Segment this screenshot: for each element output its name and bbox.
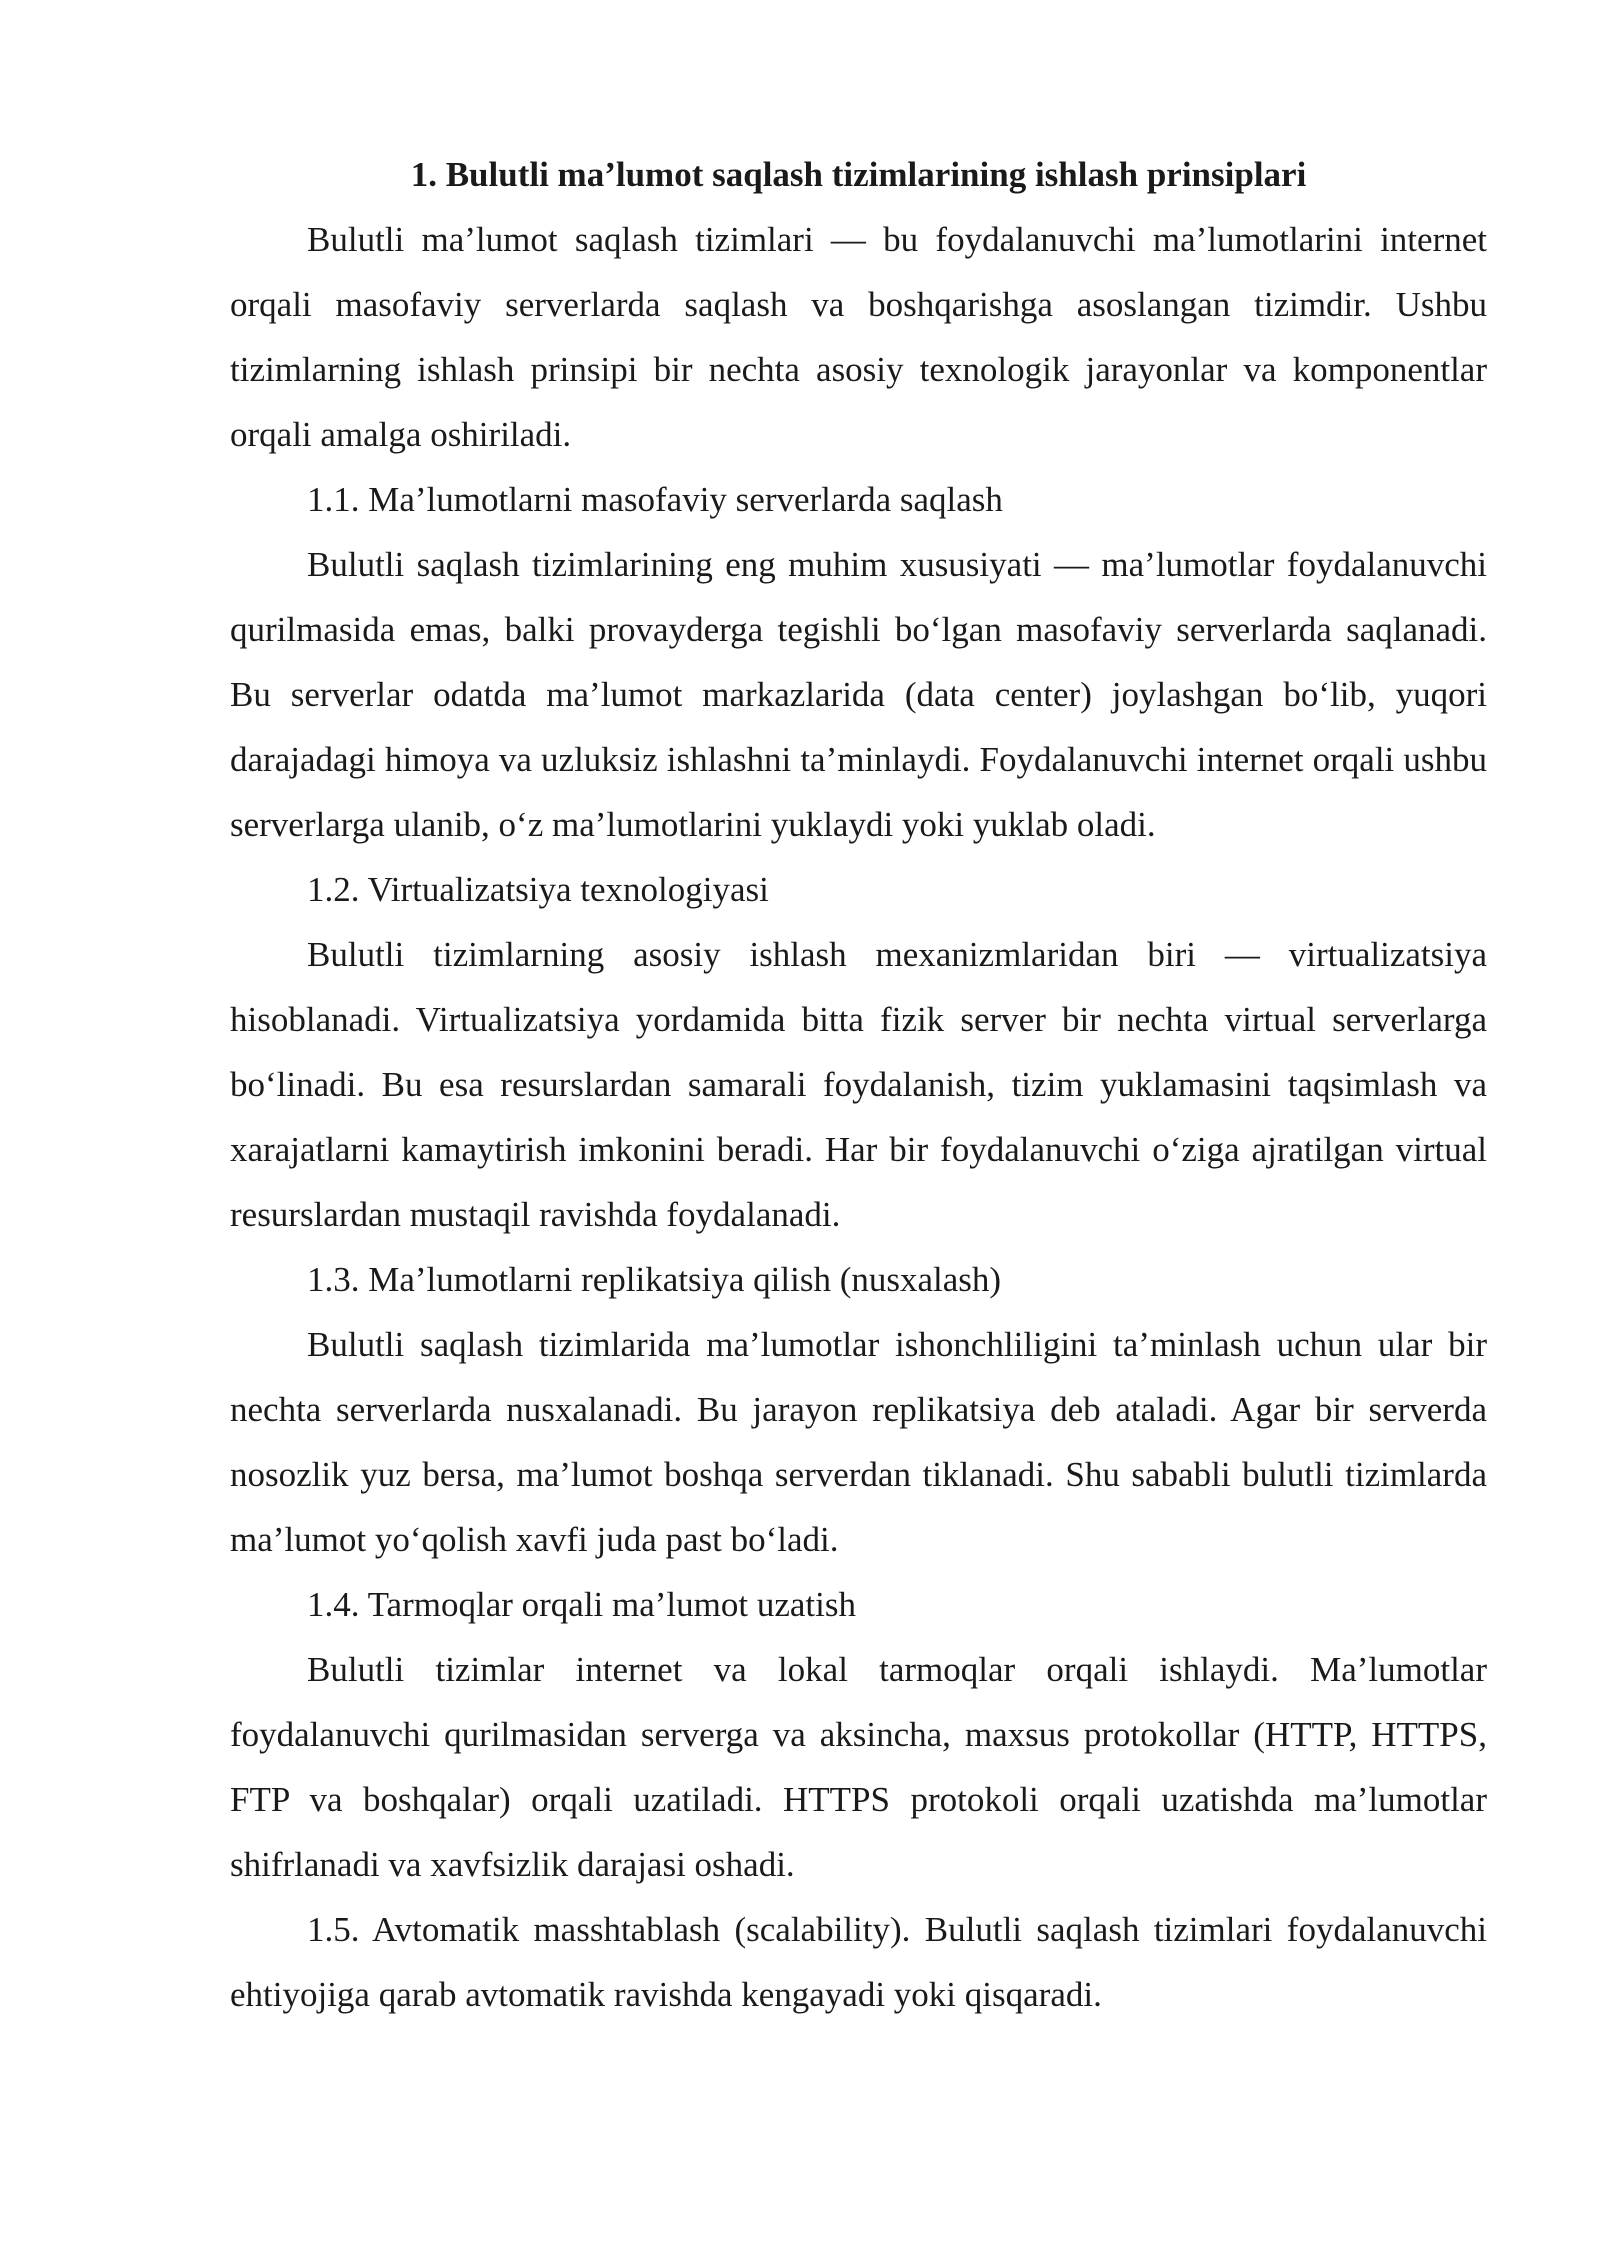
document-title: 1. Bulutli ma’lumot saqlash tizimlarining ishlash prinsiplari [410, 155, 1307, 194]
document-body [230, 142, 1487, 2027]
section-1-2-heading: 1.2. Virtualizatsiya texnologiyasi [307, 870, 769, 909]
section-1-4-heading: 1.4. Tarmoqlar orqali ma’lumot uzatish [307, 1585, 856, 1624]
section-1-5-paragraph: 1.5. Avtomatik masshtablash (scalability). Bulutli saqlash tizimlari foydalanuvchi ehtiyojiga qarab avtomatik ravishda kengayadi yoki qisqaradi. [230, 1910, 1487, 2014]
section-1-2-body: Bulutli tizimlarning asosiy ishlash mexanizmlaridan biri — virtualizatsiya hisoblanadi. Virtualizatsiya yordamida bitta fizik server bir nechta virtual serverlarga bo‘linadi. Bu esa resurslardan samarali foydalanish, tizim yuklamasini taqsimlash va xarajatlarni kamaytirish imkonini beradi. Har bir foydalanuvchi o‘ziga ajratilgan virtual resurslardan mustaqil ravishda foydalanadi. [230, 935, 1487, 1234]
section-1-1-body: Bulutli saqlash tizimlarining eng muhim xususiyati — ma’lumotlar foydalanuvchi qurilmasida emas, balki provayderga tegishli bo‘lgan masofaviy serverlarda saqlanadi. Bu serverlar odatda ma’lumot markazlarida (data center) joylashgan bo‘lib, yuqori darajadagi himoya va uzluksiz ishlashni ta’minlaydi. Foydalanuvchi internet orqali ushbu serverlarga ulanib, o‘z ma’lumotlarini yuklaydi yoki yuklab oladi. [230, 545, 1487, 844]
section-1-1-heading: 1.1. Ma’lumotlarni masofaviy serverlarda saqlash [307, 480, 1003, 519]
section-1-3-body: Bulutli saqlash tizimlarida ma’lumotlar ishonchliligini ta’minlash uchun ular bir nechta serverlarda nusxalanadi. Bu jarayon replikatsiya deb ataladi. Agar bir serverda nosozlik yuz bersa, ma’lumot boshqa serverdan tiklanadi. Shu sababli bulutli tizimlarda ma’lumot yo‘qolish xavfi juda past bo‘ladi. [230, 1325, 1487, 1559]
intro-paragraph: Bulutli ma’lumot saqlash tizimlari — bu foydalanuvchi ma’lumotlarini internet orqali masofaviy serverlarda saqlash va boshqarishga asoslangan tizimdir. Ushbu tizimlarning ishlash prinsipi bir nechta asosiy texnologik jarayonlar va komponentlar orqali amalga oshiriladi. [230, 220, 1487, 454]
section-1-3-heading: 1.3. Ma’lumotlarni replikatsiya qilish (nusxalash) [307, 1260, 1002, 1299]
section-1-4-body: Bulutli tizimlar internet va lokal tarmoqlar orqali ishlaydi. Ma’lumotlar foydalanuvchi qurilmasidan serverga va aksincha, maxsus protokollar (HTTP, HTTPS, FTP va boshqalar) orqali uzatiladi. HTTPS protokoli orqali uzatishda ma’lumotlar shifrlanadi va xavfsizlik darajasi oshadi. [230, 1650, 1487, 1884]
